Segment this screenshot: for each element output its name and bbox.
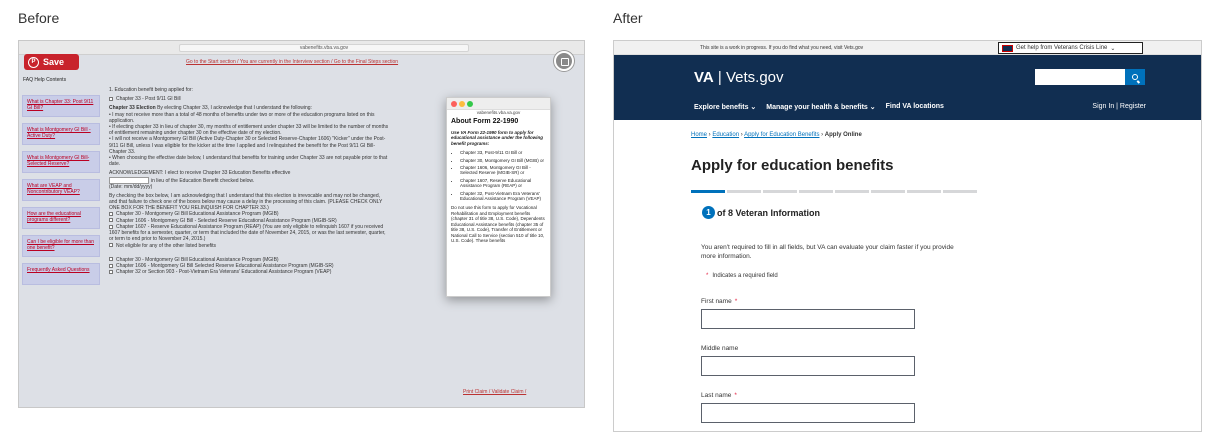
step-heading <box>702 206 820 219</box>
flag-icon <box>1002 45 1013 52</box>
breadcrumb-home[interactable]: Home <box>691 132 708 138</box>
sidebar-item[interactable]: How are the educational programs different? <box>22 207 100 229</box>
breadcrumb-current: Apply Online <box>824 132 862 138</box>
crisis-line-label: Get help from Veterans Crisis Line <box>1016 45 1108 51</box>
benefit-heading: 1. Education benefit being applied for: <box>109 87 193 93</box>
progress-segment <box>871 190 905 193</box>
popup-url: vabenefits.vba.va.gov <box>476 110 521 115</box>
banner-text: This site is a work in progress. If you do find what you need, visit Vets.gov <box>700 45 864 51</box>
logo-va: VA <box>694 69 714 86</box>
popup-list <box>460 150 548 201</box>
vets-logo[interactable] <box>694 69 784 86</box>
breadcrumb-apply[interactable]: Apply for Education Benefits <box>744 132 820 138</box>
sidebar <box>22 95 100 291</box>
election-bullet: • When choosing the effective date below, I understand that benefits for training under Chapter 33 are not payable prior to that date. <box>109 155 388 168</box>
progress-segment <box>907 190 941 193</box>
sidebar-item[interactable]: What are VEAP and Noncontributory VEAP? <box>22 179 100 201</box>
sign-in-register[interactable]: Sign In | Register <box>1092 103 1146 110</box>
ack-text: ACKNOWLEDGEMENT: I elect to receive Chapter 33 Education Benefits effective <box>109 170 291 177</box>
search-input[interactable] <box>1035 69 1125 85</box>
search-button[interactable] <box>1125 69 1145 85</box>
maximize-icon[interactable] <box>467 101 473 107</box>
progress-bar <box>691 190 977 193</box>
chevron-down-icon: ⌄ <box>1110 45 1116 52</box>
election-bullet: • If electing chapter 33 in lieu of chapter 30, my months of entitlement under chapter 33 will be limited to the number of months of entitlement remaining under chapter 30 on the effective date of my election. <box>109 124 389 137</box>
benefit-option: Chapter 30 - Montgomery GI Bill Educational Assistance Program (MGIB) <box>116 256 279 263</box>
benefit-option: Chapter 32 or Section 903 - Post-Vietnam Era Veterans' Educational Assistance Program (VEAP) <box>116 269 332 276</box>
close-icon[interactable] <box>451 101 457 107</box>
before-label: Before <box>18 10 60 26</box>
page-title: Apply for education benefits <box>691 157 894 174</box>
benefit-checkbox[interactable] <box>109 257 113 261</box>
middle-name-input[interactable] <box>701 356 915 376</box>
first-name-input[interactable] <box>701 309 915 329</box>
required-note-text: Indicates a required field <box>712 273 778 279</box>
step-number: 1 <box>702 206 715 219</box>
relinquish-option: Chapter 30 - Montgomery GI Bill Educational Assistance Program (MGIB) <box>116 211 279 218</box>
sidebar-item[interactable]: What is Chapter 33: Post 9/11 GI Bill? <box>22 95 100 117</box>
popup-outro: Do not use this form to apply for Vocational Rehabilitation and Employment benefits (chapter 31 of title 38, U.S. Code), Dependents Educational Assistance benefits (chapter 35 of title 38, U.S. Code), Transfer of Entitlement or National Call to Service (section 510 of title 10, U.S. Code). These benefits <box>451 205 545 243</box>
election-bullet: • I may not receive more than a total of 48 months of benefits under two or more of the education programs listed on this application. <box>109 111 375 124</box>
main-nav <box>694 103 944 111</box>
chapter33-checkbox[interactable] <box>109 97 113 101</box>
sidebar-item[interactable]: What is Montgomery GI Bill-Selected Reserve? <box>22 151 100 173</box>
logo-text: | Vets.gov <box>713 69 784 86</box>
popup-list-item: • Chapter 32, Post-Vietnam Era Veterans' Educational Assistance Program (VEAP) <box>460 191 548 202</box>
relinquish-checkbox[interactable] <box>109 218 113 222</box>
pinterest-save-button[interactable] <box>24 54 79 70</box>
breadcrumb: Home › Education › Apply for Education Benefits › Apply Online <box>691 132 862 138</box>
intro-text: You aren't required to fill in all fields, but VA can evaluate your claim faster if you provide more information. <box>701 244 954 260</box>
pinterest-icon: P <box>28 57 39 68</box>
middle-name-label: Middle name <box>701 345 739 352</box>
progress-segment <box>727 190 761 193</box>
popup-titlebar <box>447 98 550 110</box>
site-banner <box>614 41 1201 55</box>
address-bar[interactable]: vabenefits.vba.va.gov <box>179 44 469 52</box>
popup-list-item: • Chapter 30, Montgomery GI Bill (MGIB) or <box>460 158 548 163</box>
faq-help-bar[interactable]: FAQ Help Contents <box>23 77 67 83</box>
chapter33-label: Chapter 33 - Post 9/11 GI Bill <box>116 96 181 103</box>
last-name-label-text: Last name <box>701 392 732 399</box>
popup-list-item: • Chapter 1606, Montgomery GI Bill - Selected Reserve (MGIB-SR) or <box>460 165 548 176</box>
nav-manage-health[interactable]: Manage your health & benefits ⌄ <box>766 104 876 111</box>
benefit-checkbox[interactable] <box>109 270 113 274</box>
progress-segment <box>835 190 869 193</box>
sidebar-item[interactable]: What is Montgomery GI Bill - Active Duty? <box>22 123 100 145</box>
last-name-input[interactable] <box>701 403 915 423</box>
benefit-checkbox[interactable] <box>109 264 113 268</box>
progress-segment <box>799 190 833 193</box>
relinquish-checkbox[interactable] <box>109 212 113 216</box>
relinquish-checkbox[interactable] <box>109 243 113 247</box>
relinquish-option: Chapter 1607 - Reserve Educational Assistance Program (REAP) (You are only eligible to relinquish 1607 if you received 1607 benefits for a semester, quarter, or term that included the date of November 24, 2015, or was the last semester, quarter, or term to end prior to November 24, 2015.) <box>109 223 386 243</box>
progress-segment <box>943 190 977 193</box>
required-star: * <box>734 298 738 305</box>
relinquish-checkbox[interactable] <box>109 225 113 229</box>
print-validate-links[interactable]: Print Claim / Validate Claim / <box>463 389 527 395</box>
before-screenshot <box>18 40 585 408</box>
relinquish-text: By checking the box below, I am acknowledging that I understand that this election is irrevocable and may not be changed, and that failure to check one of the boxes below may cause a delay in the processing of this claim. (PLEASE CHECK ONLY ONE BOX FOR THE BENEFIT YOU RELINQUISH FOR CHAPTER 33.) <box>109 192 383 212</box>
required-note <box>706 273 778 279</box>
section-nav[interactable]: Go to the Start section / You are currently in the Interview section / Go to the Final Steps section <box>186 59 399 65</box>
save-label: Save <box>43 57 65 67</box>
sidebar-item[interactable]: Frequently Asked Questions <box>22 263 100 285</box>
popup-body <box>451 130 548 243</box>
popup-title: About Form 22-1990 <box>451 118 519 125</box>
last-name-label <box>701 392 737 399</box>
after-screenshot <box>613 40 1202 432</box>
nav-explore-benefits[interactable]: Explore benefits ⌄ <box>694 104 757 111</box>
popup-intro: Use VA Form 22-1990 form to apply for educational assistance under the following benefit programs: <box>451 130 544 146</box>
site-header <box>614 55 1201 120</box>
first-name-label-text: First name <box>701 298 732 305</box>
relinquish-option: Chapter 1606 - Montgomery GI Bill - Selected Reserve Educational Assistance Program (MGIB-SR) <box>116 217 337 224</box>
minimize-icon[interactable] <box>459 101 465 107</box>
sidebar-item[interactable]: Can I be eligible for more than one benefit? <box>22 235 100 257</box>
popup-list-item: • Chapter 1607, Reserve Educational Assistance Program (REAP) or <box>460 178 548 189</box>
ack-input-text: in lieu of the Education Benefit checked below. <box>151 177 255 184</box>
benefit-option: Chapter 1606 - Montgomery GI Bill Selected Reserve Educational Assistance Program (MGIB-SR) <box>116 262 334 269</box>
relinquish-option: Not eligible for any of the other listed benefits <box>116 242 217 249</box>
effective-date-input[interactable] <box>109 177 149 184</box>
form-main <box>109 87 389 278</box>
required-star: * <box>706 273 709 279</box>
election-title: Chapter 33 Election <box>109 105 156 112</box>
crosshair-icon[interactable] <box>554 51 574 71</box>
progress-segment <box>691 190 725 193</box>
popup-list-item: • Chapter 33, Post-9/11 GI Bill or <box>460 150 548 155</box>
nav-find-locations[interactable]: Find VA locations <box>885 103 944 110</box>
election-bullet: • I will not receive a Montgomery GI Bill (Active Duty-Chapter 30 or Selected Reserve-Chapter 1606) "Kicker" under the Post-9/11 GI Bill, unless I was eligible for the kicker at the time I applied and I relinquished the benefit for the Post 9/11 GI Bill-Chapter 33. <box>109 136 386 155</box>
step-label: of 8 Veteran Information <box>717 207 821 218</box>
about-form-popup <box>446 97 551 297</box>
date-hint: (Date: mm/dd/yyyy) <box>109 183 153 190</box>
after-label: After <box>613 10 643 26</box>
progress-segment <box>763 190 797 193</box>
election-text: By electing Chapter 33, I acknowledge that I understand the following: <box>157 105 312 112</box>
crisis-line-button[interactable] <box>998 42 1143 54</box>
browser-chrome <box>19 41 584 55</box>
search-icon <box>1132 74 1138 80</box>
first-name-label <box>701 298 737 305</box>
required-star: * <box>734 392 737 399</box>
breadcrumb-education[interactable]: Education <box>712 132 740 138</box>
